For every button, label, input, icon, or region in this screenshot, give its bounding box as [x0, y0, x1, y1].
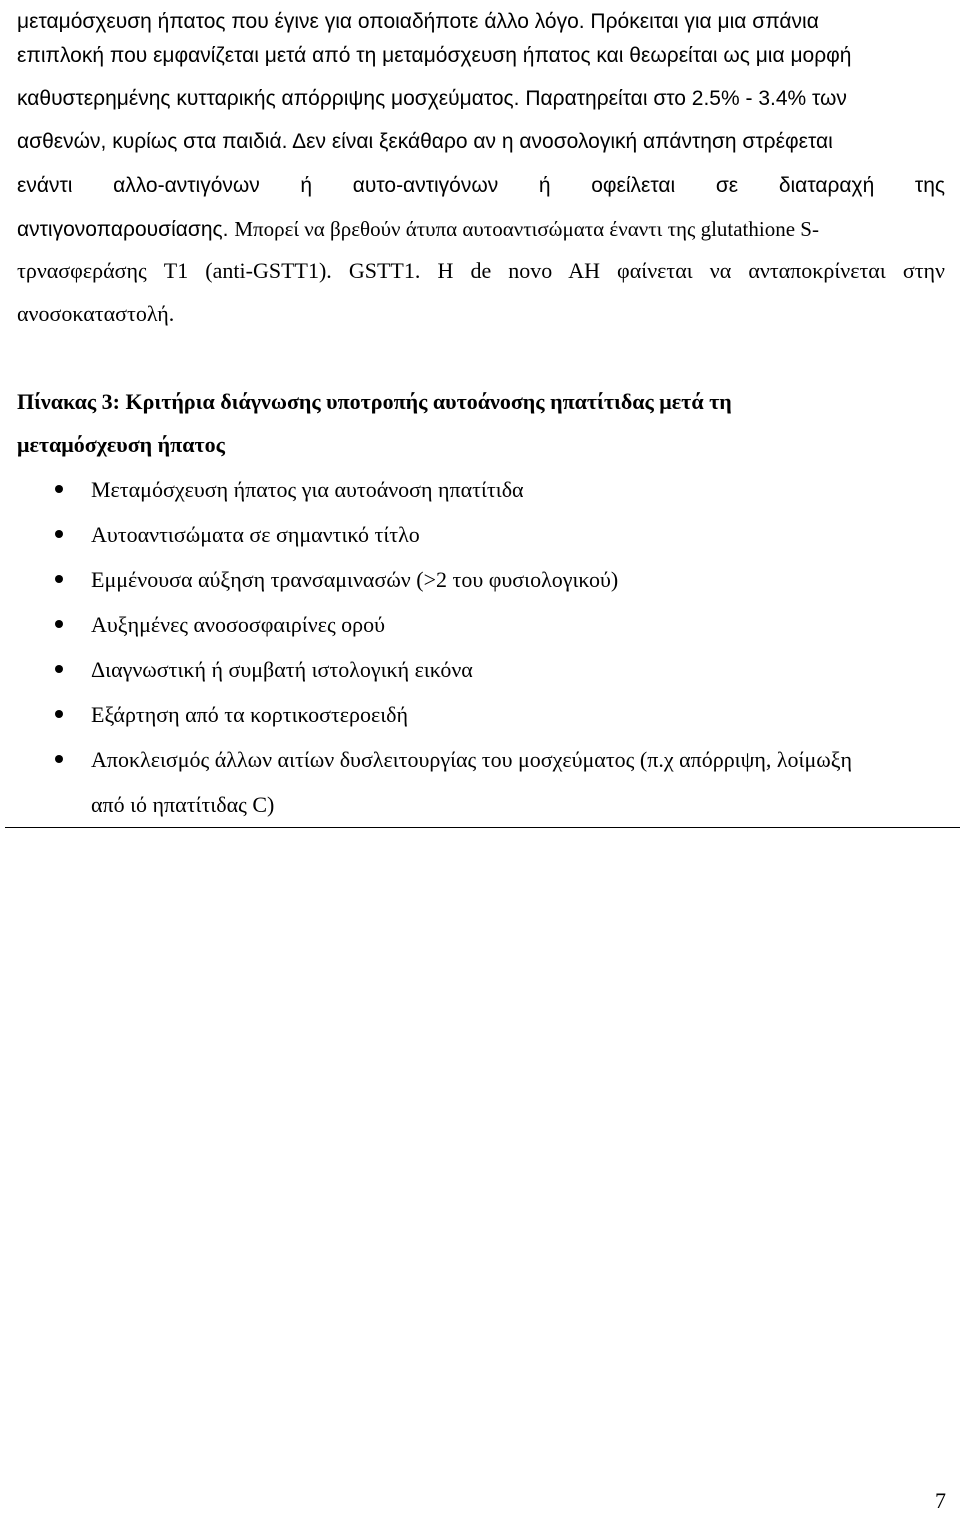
- list-item: [0, 647, 960, 692]
- list-item: [0, 512, 960, 557]
- paragraph-line: μεταμόσχευση ήπατος που έγινε για οποιαδήποτε άλλο λόγο. Πρόκειται για μια σπάνια: [17, 10, 819, 33]
- paragraph-line: τρνασφεράσης T1 (anti-GSTT1). GSTT1. H de novo AH φαίνεται να ανταποκρίνεται στην: [17, 258, 945, 283]
- criteria-list: [0, 467, 960, 827]
- bullet-icon: [55, 665, 63, 673]
- list-item-text: Μεταμόσχευση ήπατος για αυτοάνοση ηπατίτιδα: [91, 477, 524, 502]
- paragraph-line: ανοσοκαταστολή.: [17, 301, 175, 326]
- list-item-text: Αυξημένες ανοσοσφαιρίνες ορού: [91, 612, 386, 637]
- list-item: [0, 692, 960, 737]
- paragraph-line: καθυστερημένης κυτταρικής απόρριψης μοσχεύματος. Παρατηρείται στο 2.5% - 3.4% των: [17, 87, 847, 110]
- bullet-icon: [55, 485, 63, 493]
- list-item-text: Διαγνωστική ή συμβατή ιστολογική εικόνα: [91, 657, 473, 682]
- list-item-text: Εξάρτηση από τα κορτικοστεροειδή: [91, 702, 409, 727]
- bullet-icon: [55, 710, 63, 718]
- list-item: [0, 737, 960, 827]
- bullet-icon: [55, 620, 63, 628]
- paragraph-line-composite: [17, 207, 945, 251]
- list-item: [0, 467, 960, 512]
- list-item-text: Αυτοαντισώματα σε σημαντικό τίτλο: [91, 522, 420, 547]
- list-item: [0, 557, 960, 602]
- bullet-icon: [55, 575, 63, 583]
- table-bottom-rule: [5, 827, 960, 828]
- list-item-text: Εμμένουσα αύξηση τρανσαμινασών (>2 του φυσιολογικού): [91, 567, 619, 592]
- paragraph-line-part: Μπορεί να βρεθούν άτυπα αυτοαντισώματα έναντι της glutathione S-: [234, 217, 819, 241]
- bullet-icon: [55, 530, 63, 538]
- paragraph-line: ενάντι αλλο-αντιγόνων ή αυτο-αντιγόνων ή οφείλεται σε διαταραχή της: [17, 174, 945, 197]
- list-item: [0, 602, 960, 647]
- paragraph-line: ασθενών, κυρίως στα παιδιά. Δεν είναι ξεκάθαρο αν η ανοσολογική απάντηση στρέφεται: [17, 130, 833, 153]
- list-item-text: Αποκλεισμός άλλων αιτίων δυσλειτουργίας του μοσχεύματος (π.χ απόρριψη, λοίμωξη από ιό ηπατίτιδας C): [91, 747, 853, 817]
- paragraph-line: επιπλοκή που εμφανίζεται μετά από τη μεταμόσχευση ήπατος και θεωρείται ως μια μορφή: [17, 44, 852, 67]
- paragraph-line-part: αντιγονοπαρουσίασης.: [17, 218, 229, 241]
- table-title: Πίνακας 3: Κριτήρια διάγνωσης υποτροπής αυτοάνοσης ηπατίτιδας μετά τη: [17, 389, 732, 414]
- table-title: μεταμόσχευση ήπατος: [17, 432, 225, 457]
- page-number: 7: [935, 1488, 946, 1513]
- bullet-icon: [55, 755, 63, 763]
